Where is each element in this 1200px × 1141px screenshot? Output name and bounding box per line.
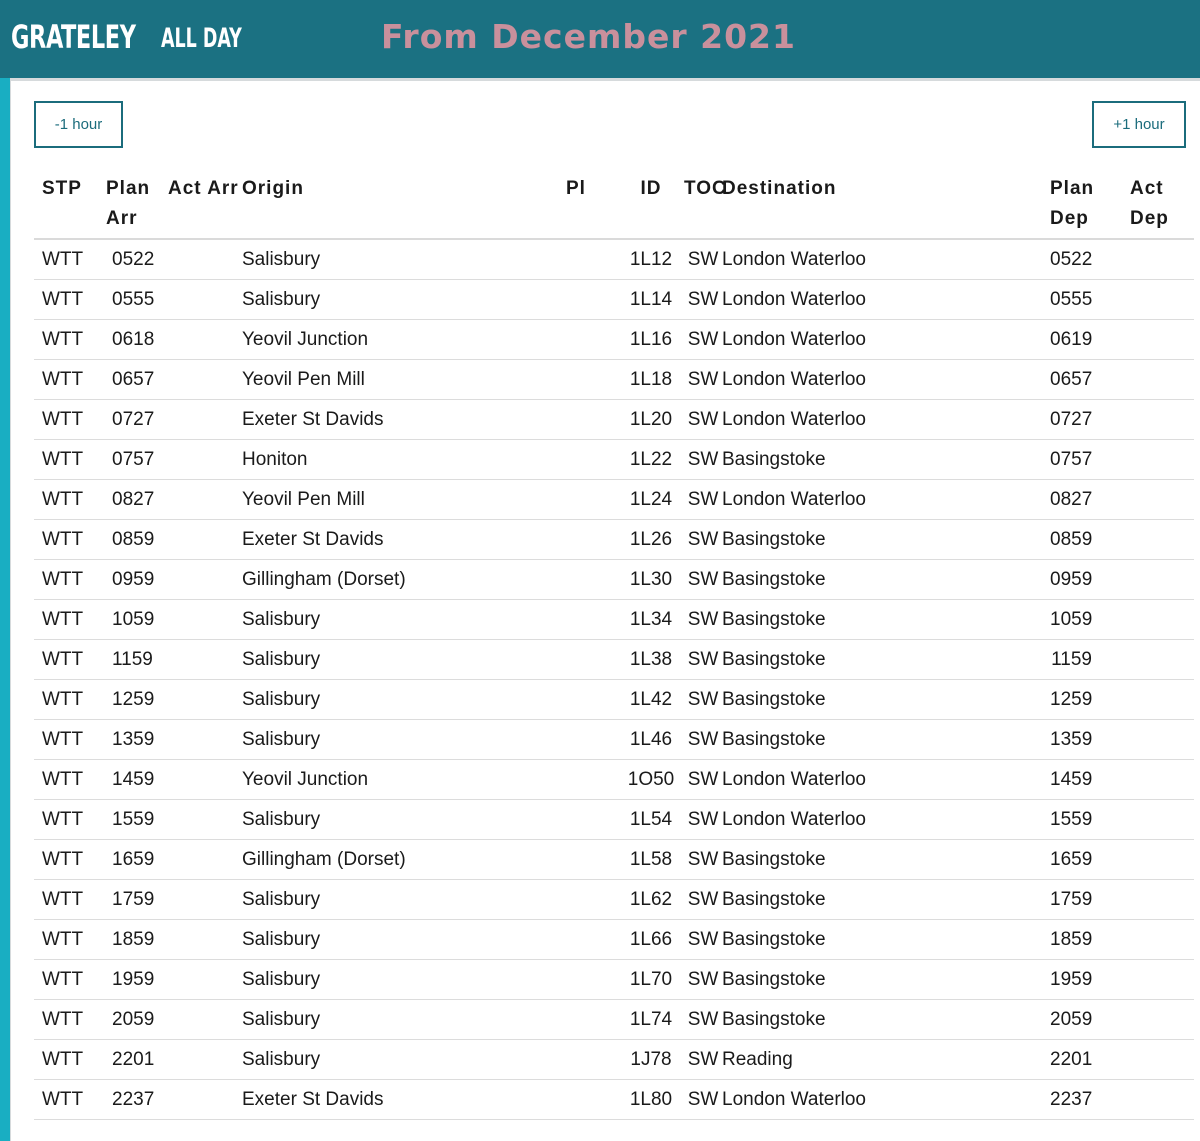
page-subtitle: From December 2021: [381, 17, 796, 56]
cell-act-dep: [1130, 480, 1194, 520]
cell-stp: WTT: [34, 800, 106, 840]
cell-toc: SW: [684, 280, 722, 320]
cell-stp: WTT: [34, 440, 106, 480]
cell-platform: [566, 360, 618, 400]
cell-train-id: 1L30: [618, 560, 684, 600]
cell-destination: Basingstoke: [722, 440, 1050, 480]
cell-toc: SW: [684, 880, 722, 920]
cell-stp: WTT: [34, 480, 106, 520]
cell-act-arr: [168, 920, 242, 960]
cell-destination: Basingstoke: [722, 960, 1050, 1000]
cell-train-id: 1L54: [618, 800, 684, 840]
cell-plan-arr: 1959: [106, 960, 168, 1000]
cell-act-dep: [1130, 360, 1194, 400]
cell-platform: [566, 239, 618, 280]
brand-main-text: GRATELEY: [11, 18, 136, 56]
cell-platform: [566, 520, 618, 560]
cell-act-arr: [168, 480, 242, 520]
cell-origin: Salisbury: [242, 880, 566, 920]
cell-plan-dep: 0555: [1050, 280, 1130, 320]
cell-toc: SW: [684, 760, 722, 800]
cell-act-arr: [168, 840, 242, 880]
cell-platform: [566, 760, 618, 800]
left-accent-strip: [0, 78, 10, 1141]
cell-train-id: 1L58: [618, 840, 684, 880]
cell-plan-arr: 1859: [106, 920, 168, 960]
col-header-origin: Origin: [242, 174, 566, 239]
cell-platform: [566, 600, 618, 640]
cell-plan-dep: 0859: [1050, 520, 1130, 560]
cell-train-id: 1L46: [618, 720, 684, 760]
cell-stp: WTT: [34, 520, 106, 560]
page-header: [0, 0, 1200, 78]
cell-platform: [566, 1040, 618, 1080]
col-header-toc: TOC: [684, 174, 722, 239]
cell-platform: [566, 320, 618, 360]
cell-train-id: 1L38: [618, 640, 684, 680]
col-header-act-dep-line2: Dep: [1130, 208, 1169, 229]
cell-plan-dep: 1559: [1050, 800, 1130, 840]
cell-act-dep: [1130, 440, 1194, 480]
col-header-platform: Pl: [566, 174, 618, 239]
cell-stp: WTT: [34, 720, 106, 760]
cell-platform: [566, 800, 618, 840]
cell-toc: SW: [684, 239, 722, 280]
cell-plan-arr: 0959: [106, 560, 168, 600]
cell-platform: [566, 560, 618, 600]
cell-destination: Basingstoke: [722, 600, 1050, 640]
cell-plan-dep: 0619: [1050, 320, 1130, 360]
cell-act-dep: [1130, 1040, 1194, 1080]
cell-act-dep: [1130, 560, 1194, 600]
table-row[interactable]: [34, 520, 1194, 560]
cell-destination: Basingstoke: [722, 680, 1050, 720]
cell-train-id: 1L14: [618, 280, 684, 320]
cell-stp: WTT: [34, 1080, 106, 1120]
cell-stp: WTT: [34, 360, 106, 400]
cell-act-arr: [168, 1000, 242, 1040]
cell-stp: WTT: [34, 600, 106, 640]
cell-act-arr: [168, 400, 242, 440]
cell-plan-arr: 0727: [106, 400, 168, 440]
table-row[interactable]: [34, 320, 1194, 360]
col-header-plan-arr-line1: Plan: [106, 178, 151, 199]
cell-act-arr: [168, 1040, 242, 1080]
col-header-destination: Destination: [722, 174, 1050, 239]
cell-toc: SW: [684, 440, 722, 480]
table-row[interactable]: [34, 960, 1194, 1000]
cell-toc: SW: [684, 840, 722, 880]
cell-act-dep: [1130, 680, 1194, 720]
table-row[interactable]: [34, 440, 1194, 480]
table-row[interactable]: [34, 239, 1194, 280]
cell-plan-dep: 1359: [1050, 720, 1130, 760]
cell-platform: [566, 280, 618, 320]
timetable-body: [34, 239, 1194, 1120]
cell-act-arr: [168, 680, 242, 720]
cell-origin: Exeter St Davids: [242, 520, 566, 560]
cell-act-arr: [168, 440, 242, 480]
cell-platform: [566, 640, 618, 680]
cell-plan-arr: 1059: [106, 600, 168, 640]
cell-destination: Basingstoke: [722, 640, 1050, 680]
cell-toc: SW: [684, 360, 722, 400]
col-header-plan-dep-line1: Plan: [1050, 178, 1095, 199]
cell-platform: [566, 880, 618, 920]
cell-act-dep: [1130, 1000, 1194, 1040]
cell-toc: SW: [684, 520, 722, 560]
table-row[interactable]: [34, 360, 1194, 400]
cell-origin: Salisbury: [242, 239, 566, 280]
cell-act-dep: [1130, 280, 1194, 320]
table-row[interactable]: [34, 600, 1194, 640]
cell-train-id: 1L42: [618, 680, 684, 720]
col-header-plan-dep-line2: Dep: [1050, 208, 1089, 229]
cell-train-id: 1L80: [618, 1080, 684, 1120]
table-row[interactable]: [34, 280, 1194, 320]
cell-plan-arr: 0859: [106, 520, 168, 560]
cell-origin: Yeovil Pen Mill: [242, 360, 566, 400]
cell-train-id: 1L18: [618, 360, 684, 400]
cell-plan-arr: 1659: [106, 840, 168, 880]
cell-train-id: 1L12: [618, 239, 684, 280]
cell-origin: Salisbury: [242, 1000, 566, 1040]
cell-plan-arr: 1159: [106, 640, 168, 680]
cell-plan-arr: 2059: [106, 1000, 168, 1040]
cell-destination: Basingstoke: [722, 920, 1050, 960]
cell-plan-arr: 0522: [106, 239, 168, 280]
cell-act-dep: [1130, 400, 1194, 440]
col-header-plan-arr-line2: Arr: [106, 208, 138, 229]
cell-platform: [566, 400, 618, 440]
cell-platform: [566, 960, 618, 1000]
cell-act-dep: [1130, 880, 1194, 920]
table-row[interactable]: [34, 400, 1194, 440]
table-row[interactable]: [34, 800, 1194, 840]
cell-train-id: 1J78: [618, 1040, 684, 1080]
cell-toc: SW: [684, 640, 722, 680]
cell-plan-arr: 1259: [106, 680, 168, 720]
cell-origin: Salisbury: [242, 800, 566, 840]
cell-plan-arr: 1359: [106, 720, 168, 760]
cell-act-arr: [168, 239, 242, 280]
cell-origin: Exeter St Davids: [242, 1080, 566, 1120]
cell-stp: WTT: [34, 680, 106, 720]
cell-toc: SW: [684, 1080, 722, 1120]
cell-origin: Salisbury: [242, 280, 566, 320]
minus-one-hour-button[interactable]: -1 hour: [34, 101, 123, 148]
cell-plan-arr: 1559: [106, 800, 168, 840]
cell-origin: Gillingham (Dorset): [242, 560, 566, 600]
cell-act-dep: [1130, 800, 1194, 840]
cell-destination: Basingstoke: [722, 520, 1050, 560]
cell-destination: London Waterloo: [722, 400, 1050, 440]
col-header-act-dep: [1130, 174, 1194, 239]
cell-destination: London Waterloo: [722, 320, 1050, 360]
col-header-plan-dep: [1050, 174, 1130, 239]
cell-destination: Basingstoke: [722, 840, 1050, 880]
cell-stp: WTT: [34, 1040, 106, 1080]
cell-plan-dep: 2237: [1050, 1080, 1130, 1120]
cell-plan-dep: 0727: [1050, 400, 1130, 440]
cell-stp: WTT: [34, 320, 106, 360]
cell-plan-dep: 1459: [1050, 760, 1130, 800]
cell-act-dep: [1130, 760, 1194, 800]
cell-act-dep: [1130, 720, 1194, 760]
cell-plan-arr: 1459: [106, 760, 168, 800]
col-header-id: ID: [618, 174, 684, 239]
cell-stp: WTT: [34, 560, 106, 600]
site-logo[interactable]: [11, 18, 242, 56]
cell-act-dep: [1130, 840, 1194, 880]
cell-plan-dep: 0522: [1050, 239, 1130, 280]
cell-stp: WTT: [34, 760, 106, 800]
cell-plan-arr: 1759: [106, 880, 168, 920]
cell-destination: Basingstoke: [722, 720, 1050, 760]
cell-plan-arr: 0555: [106, 280, 168, 320]
cell-origin: Gillingham (Dorset): [242, 840, 566, 880]
table-row[interactable]: [34, 1080, 1194, 1120]
brand-sub-text: ALL DAY: [161, 23, 242, 54]
cell-plan-dep: 1659: [1050, 840, 1130, 880]
cell-plan-arr: 0657: [106, 360, 168, 400]
cell-act-arr: [168, 1080, 242, 1120]
cell-stp: WTT: [34, 239, 106, 280]
cell-act-arr: [168, 640, 242, 680]
table-header-row: [34, 174, 1194, 239]
cell-act-arr: [168, 320, 242, 360]
cell-destination: Basingstoke: [722, 1000, 1050, 1040]
cell-destination: London Waterloo: [722, 1080, 1050, 1120]
cell-origin: Salisbury: [242, 720, 566, 760]
table-row[interactable]: [34, 1000, 1194, 1040]
cell-toc: SW: [684, 800, 722, 840]
cell-toc: SW: [684, 720, 722, 760]
cell-toc: SW: [684, 600, 722, 640]
cell-train-id: 1L22: [618, 440, 684, 480]
timetable: [34, 174, 1194, 1120]
cell-destination: London Waterloo: [722, 239, 1050, 280]
cell-train-id: 1L20: [618, 400, 684, 440]
cell-toc: SW: [684, 1000, 722, 1040]
cell-plan-dep: 2201: [1050, 1040, 1130, 1080]
cell-train-id: 1L34: [618, 600, 684, 640]
cell-act-dep: [1130, 1080, 1194, 1120]
cell-plan-dep: 0757: [1050, 440, 1130, 480]
cell-destination: Basingstoke: [722, 560, 1050, 600]
cell-act-arr: [168, 880, 242, 920]
cell-plan-arr: 0827: [106, 480, 168, 520]
cell-plan-dep: 1959: [1050, 960, 1130, 1000]
col-header-act-dep-line1: Act: [1130, 178, 1164, 199]
cell-act-dep: [1130, 600, 1194, 640]
cell-stp: WTT: [34, 280, 106, 320]
cell-plan-dep: 0827: [1050, 480, 1130, 520]
cell-platform: [566, 720, 618, 760]
cell-act-arr: [168, 800, 242, 840]
cell-plan-arr: 0618: [106, 320, 168, 360]
cell-destination: Reading: [722, 1040, 1050, 1080]
cell-toc: SW: [684, 320, 722, 360]
col-header-stp: STP: [34, 174, 106, 239]
cell-train-id: 1L26: [618, 520, 684, 560]
cell-origin: Salisbury: [242, 600, 566, 640]
cell-destination: London Waterloo: [722, 280, 1050, 320]
cell-stp: WTT: [34, 640, 106, 680]
cell-plan-arr: 2201: [106, 1040, 168, 1080]
cell-origin: Yeovil Junction: [242, 320, 566, 360]
cell-destination: Basingstoke: [722, 880, 1050, 920]
cell-stp: WTT: [34, 1000, 106, 1040]
cell-plan-dep: 1759: [1050, 880, 1130, 920]
cell-toc: SW: [684, 920, 722, 960]
cell-plan-dep: 1859: [1050, 920, 1130, 960]
cell-train-id: 1L70: [618, 960, 684, 1000]
cell-origin: Salisbury: [242, 1040, 566, 1080]
cell-toc: SW: [684, 560, 722, 600]
cell-destination: London Waterloo: [722, 760, 1050, 800]
cell-toc: SW: [684, 1040, 722, 1080]
cell-plan-dep: 0657: [1050, 360, 1130, 400]
cell-origin: Yeovil Junction: [242, 760, 566, 800]
cell-stp: WTT: [34, 840, 106, 880]
cell-act-arr: [168, 520, 242, 560]
cell-origin: Yeovil Pen Mill: [242, 480, 566, 520]
cell-platform: [566, 1000, 618, 1040]
cell-act-dep: [1130, 520, 1194, 560]
cell-plan-dep: 1059: [1050, 600, 1130, 640]
col-header-plan-arr: [106, 174, 168, 239]
cell-train-id: 1O50: [618, 760, 684, 800]
cell-train-id: 1L16: [618, 320, 684, 360]
table-row[interactable]: [34, 840, 1194, 880]
cell-plan-dep: 2059: [1050, 1000, 1130, 1040]
table-row[interactable]: [34, 680, 1194, 720]
cell-origin: Salisbury: [242, 920, 566, 960]
cell-act-arr: [168, 760, 242, 800]
cell-act-dep: [1130, 239, 1194, 280]
cell-train-id: 1L24: [618, 480, 684, 520]
cell-act-arr: [168, 960, 242, 1000]
cell-act-dep: [1130, 920, 1194, 960]
cell-act-arr: [168, 360, 242, 400]
cell-stp: WTT: [34, 960, 106, 1000]
cell-stp: WTT: [34, 920, 106, 960]
cell-platform: [566, 480, 618, 520]
table-row[interactable]: [34, 720, 1194, 760]
cell-platform: [566, 920, 618, 960]
cell-act-arr: [168, 280, 242, 320]
cell-toc: SW: [684, 960, 722, 1000]
cell-train-id: 1L74: [618, 1000, 684, 1040]
cell-platform: [566, 1080, 618, 1120]
cell-platform: [566, 840, 618, 880]
cell-toc: SW: [684, 400, 722, 440]
cell-toc: SW: [684, 680, 722, 720]
cell-toc: SW: [684, 480, 722, 520]
table-row[interactable]: [34, 560, 1194, 600]
cell-plan-dep: 1159: [1050, 640, 1130, 680]
cell-plan-dep: 0959: [1050, 560, 1130, 600]
col-header-act-arr: Act Arr: [168, 174, 242, 239]
cell-act-arr: [168, 560, 242, 600]
cell-origin: Salisbury: [242, 640, 566, 680]
cell-plan-dep: 1259: [1050, 680, 1130, 720]
cell-stp: WTT: [34, 880, 106, 920]
cell-origin: Salisbury: [242, 960, 566, 1000]
cell-origin: Honiton: [242, 440, 566, 480]
cell-plan-arr: 2237: [106, 1080, 168, 1120]
cell-destination: London Waterloo: [722, 480, 1050, 520]
cell-act-dep: [1130, 320, 1194, 360]
cell-origin: Exeter St Davids: [242, 400, 566, 440]
cell-train-id: 1L66: [618, 920, 684, 960]
cell-origin: Salisbury: [242, 680, 566, 720]
cell-platform: [566, 680, 618, 720]
plus-one-hour-button[interactable]: +1 hour: [1092, 101, 1186, 148]
cell-act-dep: [1130, 640, 1194, 680]
table-row[interactable]: [34, 880, 1194, 920]
cell-destination: London Waterloo: [722, 800, 1050, 840]
table-row[interactable]: [34, 480, 1194, 520]
table-row[interactable]: [34, 920, 1194, 960]
table-row[interactable]: [34, 640, 1194, 680]
cell-destination: London Waterloo: [722, 360, 1050, 400]
cell-plan-arr: 0757: [106, 440, 168, 480]
cell-act-arr: [168, 600, 242, 640]
cell-platform: [566, 440, 618, 480]
cell-act-arr: [168, 720, 242, 760]
cell-train-id: 1L62: [618, 880, 684, 920]
table-row[interactable]: [34, 760, 1194, 800]
cell-stp: WTT: [34, 400, 106, 440]
table-row[interactable]: [34, 1040, 1194, 1080]
cell-act-dep: [1130, 960, 1194, 1000]
